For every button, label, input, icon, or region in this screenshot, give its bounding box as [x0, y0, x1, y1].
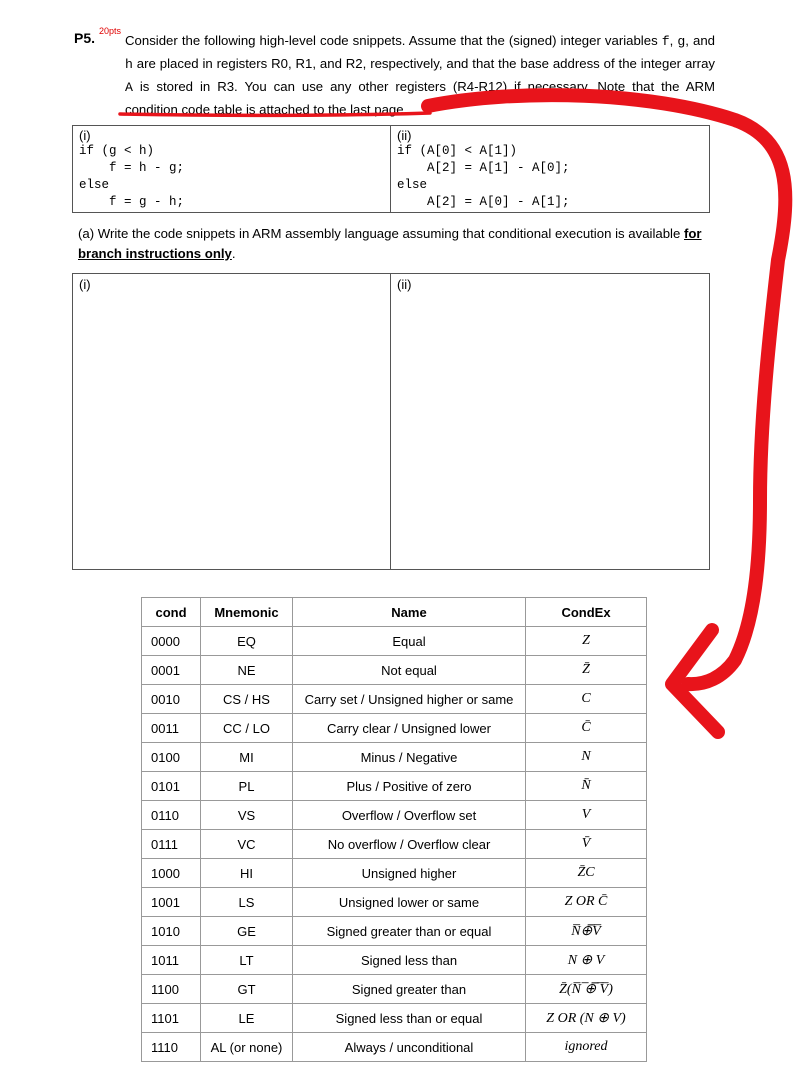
- header-mnemonic: Mnemonic: [201, 598, 293, 627]
- var-A: A: [125, 80, 133, 95]
- condex-cell: Z̄(N̅ ̅⊕̅ ̅V̅): [526, 975, 647, 1004]
- cond-cell: 1100: [142, 975, 201, 1004]
- mnemonic-cell: AL (or none): [201, 1033, 293, 1062]
- cond-cell: 0100: [142, 743, 201, 772]
- cond-cell: 0110: [142, 801, 201, 830]
- table-row: [142, 1033, 647, 1062]
- table-row: [142, 627, 647, 656]
- name-cell: Always / unconditional: [293, 1033, 526, 1062]
- condex-cell: Z̄C: [526, 859, 647, 888]
- table-row: [142, 714, 647, 743]
- table-row: [142, 859, 647, 888]
- code-line: f = g - h;: [79, 195, 185, 209]
- table-row: [142, 917, 647, 946]
- table-header-row: [142, 598, 647, 627]
- mnemonic-cell: GE: [201, 917, 293, 946]
- table-row: [142, 830, 647, 859]
- mnemonic-cell: GT: [201, 975, 293, 1004]
- points-badge: 20pts: [99, 26, 122, 36]
- condex-cell: C: [526, 685, 647, 714]
- name-cell: Carry clear / Unsigned lower: [293, 714, 526, 743]
- table-row: [142, 685, 647, 714]
- name-cell: Overflow / Overflow set: [293, 801, 526, 830]
- mnemonic-cell: CS / HS: [201, 685, 293, 714]
- table-row: [142, 975, 647, 1004]
- code-line: if (A[0] < A[1]): [397, 144, 518, 158]
- answer-boxes: [72, 273, 710, 570]
- cond-cell: 0011: [142, 714, 201, 743]
- answer-box-i-label: (i): [79, 277, 91, 292]
- name-cell: Unsigned lower or same: [293, 888, 526, 917]
- header-cond: cond: [142, 598, 201, 627]
- cond-cell: 0001: [142, 656, 201, 685]
- intro-comma-1: ,: [669, 33, 678, 48]
- code-line: A[2] = A[0] - A[1];: [397, 195, 570, 209]
- name-cell: Carry set / Unsigned higher or same: [293, 685, 526, 714]
- table-row: [142, 656, 647, 685]
- intro-text-2: and: [693, 33, 716, 48]
- problem-number: P5.: [74, 30, 96, 46]
- snippet-ii: [391, 126, 709, 212]
- cond-cell: 0010: [142, 685, 201, 714]
- condex-cell: N: [526, 743, 647, 772]
- code-line: else: [397, 178, 428, 192]
- mnemonic-cell: PL: [201, 772, 293, 801]
- header-condex: CondEx: [526, 598, 647, 627]
- condex-cell: V: [526, 801, 647, 830]
- table-row: [142, 801, 647, 830]
- mnemonic-cell: CC / LO: [201, 714, 293, 743]
- snippet-i: [73, 126, 391, 212]
- cond-cell: 0000: [142, 627, 201, 656]
- code-line: else: [79, 178, 110, 192]
- intro-text-3: are placed in registers R0, R1, and R2, respectively, and that the base address of the integer array: [132, 56, 715, 71]
- mnemonic-cell: HI: [201, 859, 293, 888]
- condex-cell: ignored: [526, 1033, 647, 1062]
- condex-cell: Z OR C̄: [526, 888, 647, 917]
- name-cell: Not equal: [293, 656, 526, 685]
- question-a: [78, 224, 713, 264]
- mnemonic-cell: LT: [201, 946, 293, 975]
- name-cell: Signed less than or equal: [293, 1004, 526, 1033]
- table-row: [142, 772, 647, 801]
- var-g: g: [677, 34, 686, 49]
- name-cell: Unsigned higher: [293, 859, 526, 888]
- cond-cell: 1000: [142, 859, 201, 888]
- condex-cell: Z̄: [526, 656, 647, 685]
- var-f: f: [661, 34, 670, 49]
- name-cell: Equal: [293, 627, 526, 656]
- table-body: [142, 627, 647, 1062]
- condition-code-table: [141, 597, 647, 1062]
- cond-cell: 1010: [142, 917, 201, 946]
- cond-cell: 0101: [142, 772, 201, 801]
- mnemonic-cell: LS: [201, 888, 293, 917]
- cond-cell: 0111: [142, 830, 201, 859]
- condex-cell: Z OR (N ⊕ V): [526, 1004, 647, 1033]
- snippet-i-label: (i): [79, 128, 91, 143]
- name-cell: Signed greater than: [293, 975, 526, 1004]
- cond-cell: 1001: [142, 888, 201, 917]
- name-cell: Minus / Negative: [293, 743, 526, 772]
- code-line: f = h - g;: [79, 161, 185, 175]
- var-h: h: [125, 57, 133, 72]
- intro-text-4: is stored in R3. You can use any other registers (R4-R12) if necessary. Note that the ARM: [132, 79, 715, 94]
- name-cell: Signed less than: [293, 946, 526, 975]
- header-name: Name: [293, 598, 526, 627]
- mnemonic-cell: NE: [201, 656, 293, 685]
- snippet-ii-label: (ii): [397, 128, 412, 143]
- name-cell: Plus / Positive of zero: [293, 772, 526, 801]
- code-snippets-box: [72, 125, 710, 213]
- condex-cell: N̄: [526, 772, 647, 801]
- condex-cell: N̅⊕̅V̅: [526, 917, 647, 946]
- answer-box-ii[interactable]: [391, 274, 709, 569]
- question-a-text: (a) Write the code snippets in ARM assembly language assuming that conditional execution is available: [78, 226, 684, 241]
- table-row: [142, 888, 647, 917]
- mnemonic-cell: EQ: [201, 627, 293, 656]
- intro-underlined: condition code table is attached to the last page.: [125, 102, 408, 117]
- code-line: A[2] = A[1] - A[0];: [397, 161, 570, 175]
- code-line: if (g < h): [79, 144, 155, 158]
- mnemonic-cell: VS: [201, 801, 293, 830]
- intro-text-1: Consider the following high-level code snippets. Assume that the (signed) integer variables: [125, 33, 662, 48]
- mnemonic-cell: MI: [201, 743, 293, 772]
- answer-box-ii-label: (ii): [397, 277, 412, 292]
- table-row: [142, 946, 647, 975]
- condex-cell: Z: [526, 627, 647, 656]
- mnemonic-cell: LE: [201, 1004, 293, 1033]
- name-cell: Signed greater than or equal: [293, 917, 526, 946]
- condex-cell: C̄: [526, 714, 647, 743]
- mnemonic-cell: VC: [201, 830, 293, 859]
- condex-cell: V̄: [526, 830, 647, 859]
- question-a-end: .: [231, 246, 236, 261]
- answer-box-i[interactable]: [73, 274, 391, 569]
- intro-comma-2: ,: [685, 33, 689, 48]
- table-row: [142, 743, 647, 772]
- problem-intro: [125, 30, 715, 121]
- question-a-emphasis: for branch instructions only: [78, 226, 702, 261]
- cond-cell: 1011: [142, 946, 201, 975]
- name-cell: No overflow / Overflow clear: [293, 830, 526, 859]
- cond-cell: 1110: [142, 1033, 201, 1062]
- cond-cell: 1101: [142, 1004, 201, 1033]
- condex-cell: N ⊕ V: [526, 946, 647, 975]
- table-row: [142, 1004, 647, 1033]
- red-arrow-head: [672, 630, 718, 732]
